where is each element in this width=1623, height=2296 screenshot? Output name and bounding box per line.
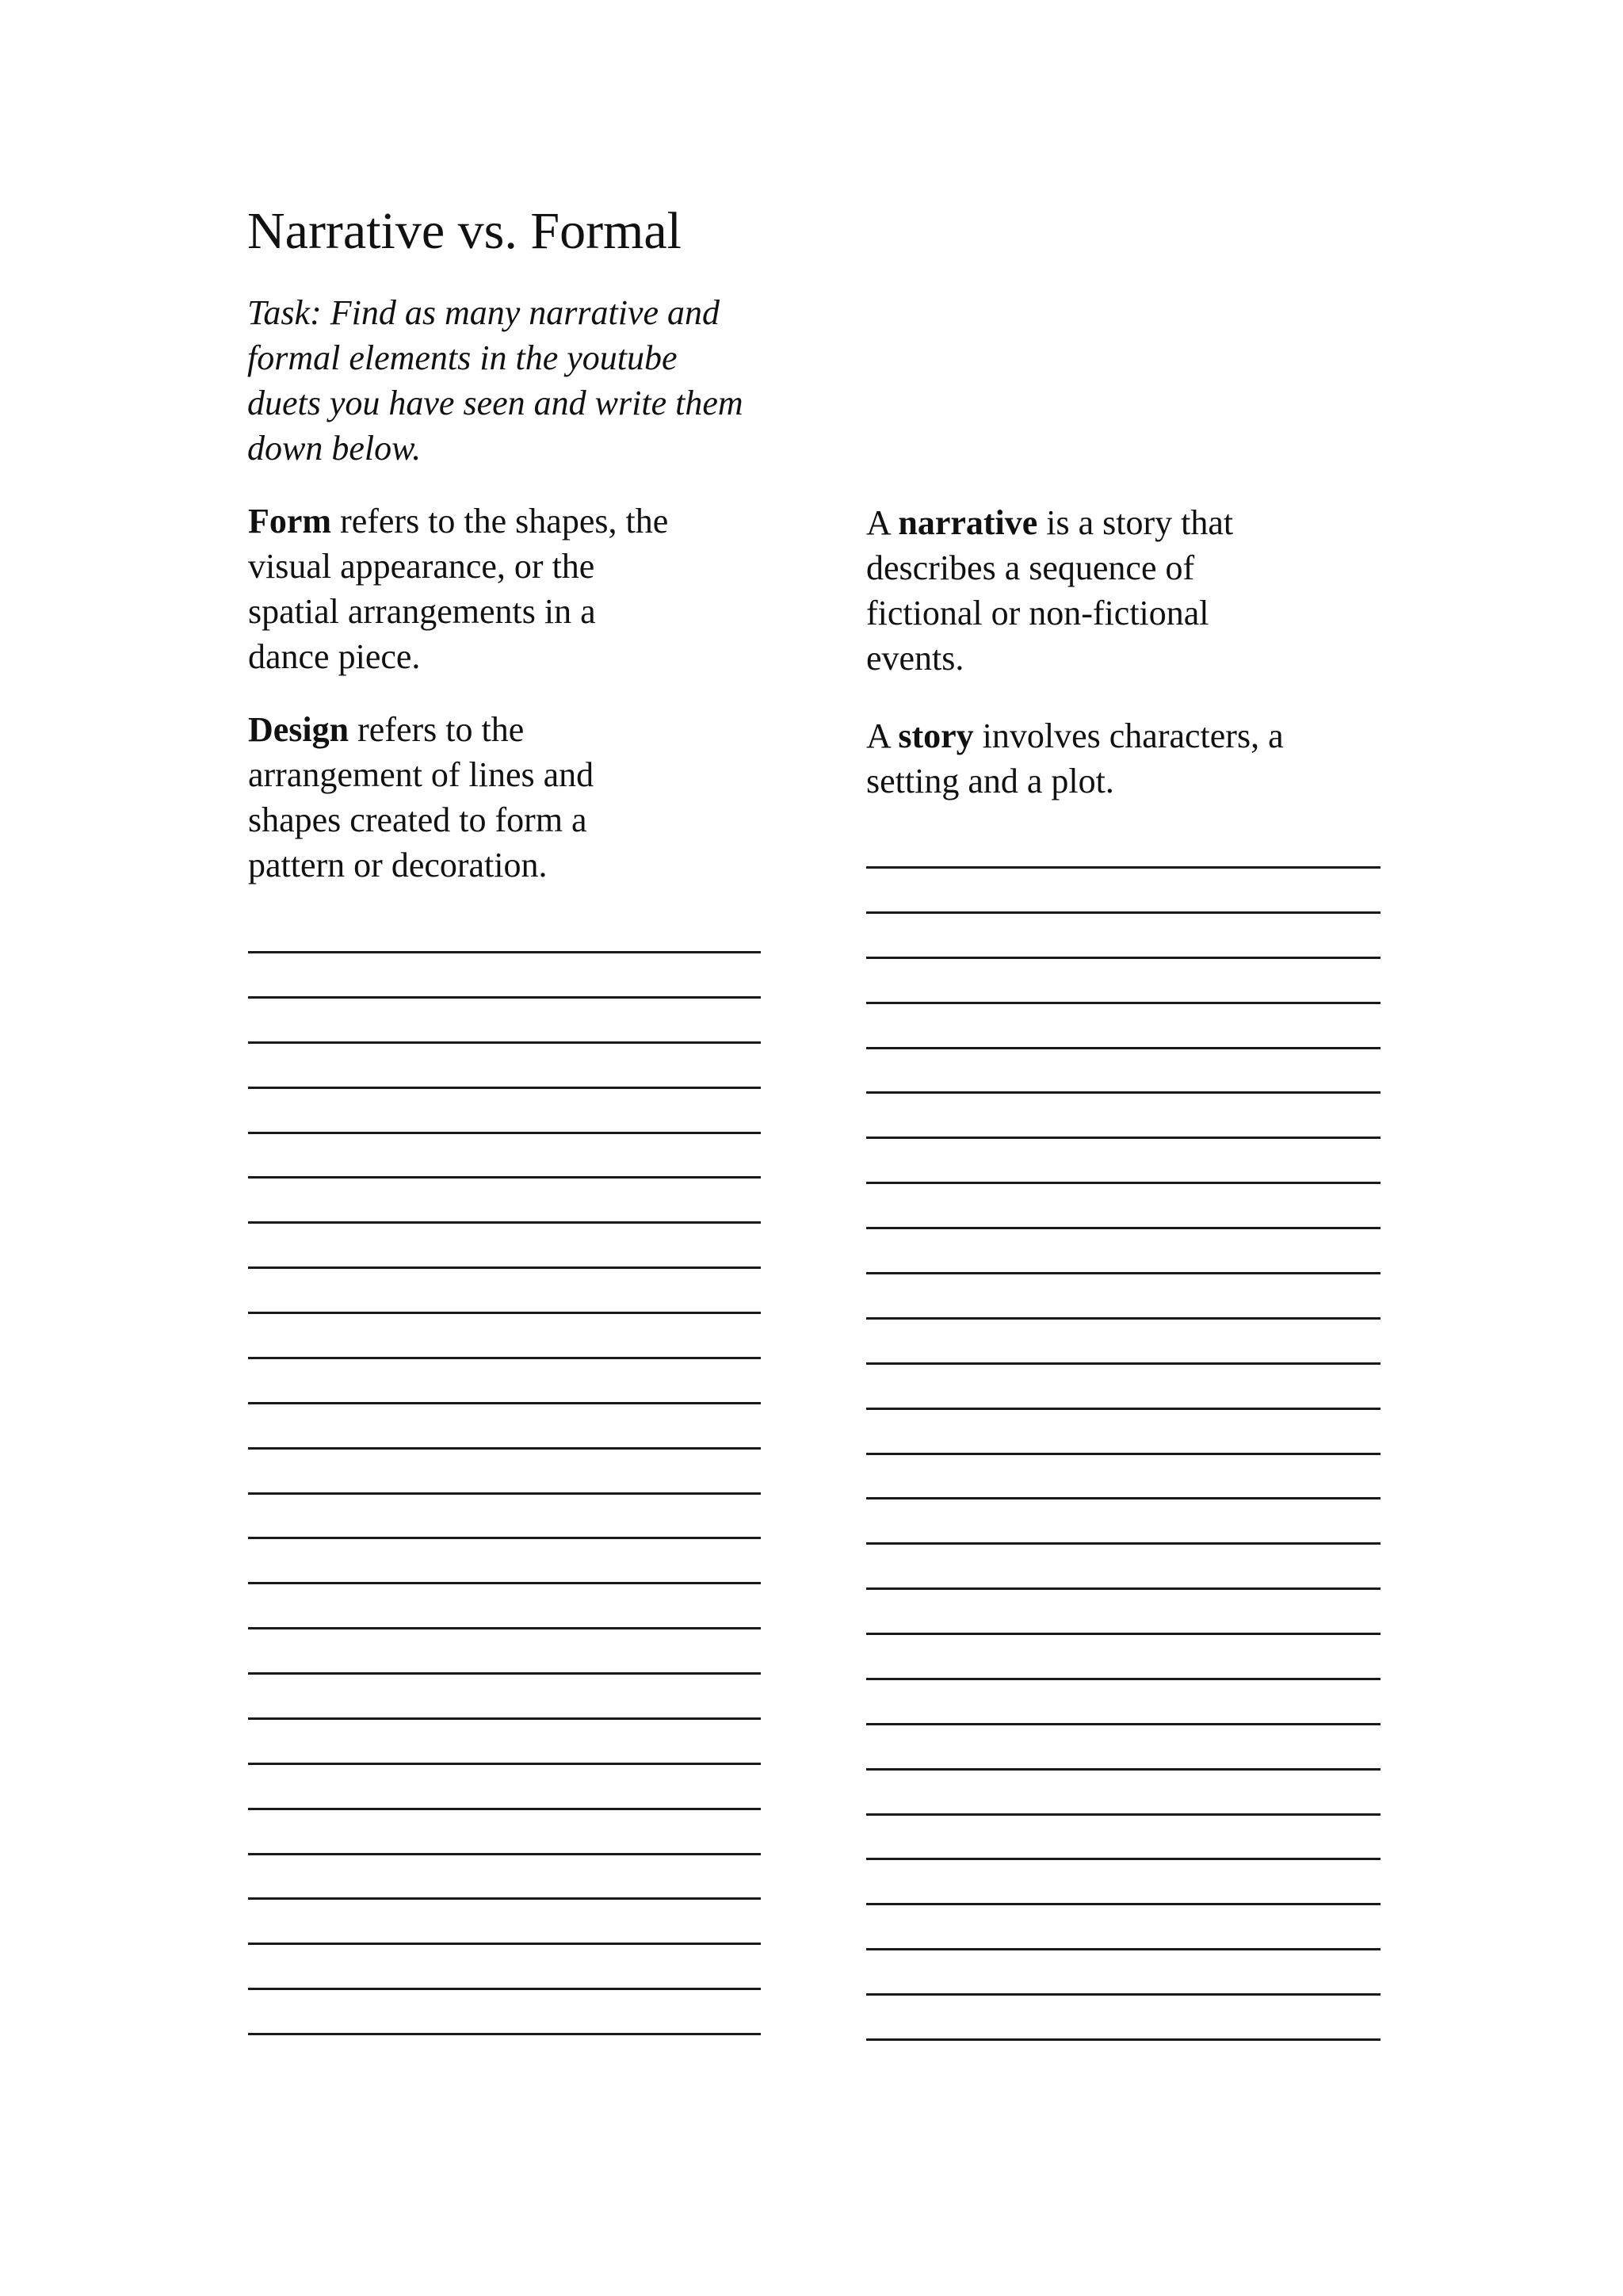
task-instructions: Task: Find as many narrative and formal elements in the youtube duets you have seen and write them down below. [247, 293, 743, 468]
writing-line[interactable] [248, 1266, 761, 1269]
writing-line[interactable] [866, 1858, 1381, 1860]
writing-line[interactable] [248, 1132, 761, 1134]
writing-line[interactable] [248, 1492, 761, 1495]
form-term: Form [248, 502, 332, 541]
narrative-term: narrative [898, 503, 1038, 542]
writing-line[interactable] [866, 1182, 1381, 1184]
writing-line[interactable] [248, 1447, 761, 1450]
story-term: story [898, 716, 974, 755]
writing-line[interactable] [248, 1312, 761, 1314]
writing-line[interactable] [248, 1402, 761, 1404]
writing-line[interactable] [866, 1272, 1381, 1274]
writing-line[interactable] [866, 911, 1381, 914]
design-definition [248, 707, 787, 888]
writing-line[interactable] [248, 1357, 761, 1359]
writing-line[interactable] [248, 951, 761, 953]
writing-line[interactable] [866, 866, 1381, 869]
writing-line[interactable] [866, 1047, 1381, 1049]
design-text: refers to the arrangement of lines and shapes created to form a pattern or decoration. [248, 710, 594, 884]
writing-line[interactable] [248, 2033, 761, 2035]
narrative-lead: A [866, 503, 899, 542]
writing-line[interactable] [866, 2038, 1381, 2041]
writing-line[interactable] [248, 996, 761, 999]
writing-line[interactable] [248, 1988, 761, 1990]
story-lead: A [866, 716, 899, 755]
form-definition [248, 499, 787, 679]
writing-line[interactable] [866, 1587, 1381, 1590]
writing-line[interactable] [866, 1408, 1381, 1410]
writing-line[interactable] [866, 1453, 1381, 1455]
writing-line[interactable] [866, 1768, 1381, 1771]
writing-line[interactable] [866, 1091, 1381, 1094]
writing-line[interactable] [866, 1993, 1381, 1996]
writing-line[interactable] [248, 1897, 761, 1900]
writing-line[interactable] [248, 1717, 761, 1720]
writing-line[interactable] [248, 1041, 761, 1044]
writing-line[interactable] [866, 1137, 1381, 1139]
writing-line[interactable] [248, 1537, 761, 1539]
writing-line[interactable] [248, 1176, 761, 1179]
writing-line[interactable] [248, 1808, 761, 1810]
writing-line[interactable] [866, 1542, 1381, 1545]
writing-line[interactable] [866, 1678, 1381, 1680]
writing-line[interactable] [248, 1582, 761, 1584]
writing-line[interactable] [866, 1317, 1381, 1320]
narrative-definition [866, 500, 1405, 681]
writing-line[interactable] [248, 1087, 761, 1089]
form-text: refers to the shapes, the visual appearance, or the spatial arrangements in a dance piece. [248, 502, 669, 676]
writing-line[interactable] [866, 1227, 1381, 1229]
story-definition [866, 713, 1405, 804]
writing-line[interactable] [866, 1497, 1381, 1499]
writing-line[interactable] [248, 1763, 761, 1765]
page-title: Narrative vs. Formal [247, 202, 682, 260]
writing-line[interactable] [866, 1903, 1381, 1905]
writing-line[interactable] [866, 1633, 1381, 1635]
writing-line[interactable] [248, 1672, 761, 1675]
writing-line[interactable] [866, 1948, 1381, 1950]
narrative-text: is a story that describes a sequence of fictional or non-fictional events. [866, 503, 1234, 678]
writing-line[interactable] [248, 1853, 761, 1855]
writing-line[interactable] [248, 1221, 761, 1224]
writing-line[interactable] [866, 957, 1381, 959]
writing-line[interactable] [866, 1362, 1381, 1365]
writing-line[interactable] [248, 1627, 761, 1629]
writing-line[interactable] [866, 1813, 1381, 1816]
writing-line[interactable] [866, 1723, 1381, 1725]
writing-line[interactable] [248, 1943, 761, 1945]
design-term: Design [248, 710, 349, 749]
writing-line[interactable] [866, 1002, 1381, 1004]
story-text: involves characters, a setting and a plot. [866, 716, 1284, 800]
